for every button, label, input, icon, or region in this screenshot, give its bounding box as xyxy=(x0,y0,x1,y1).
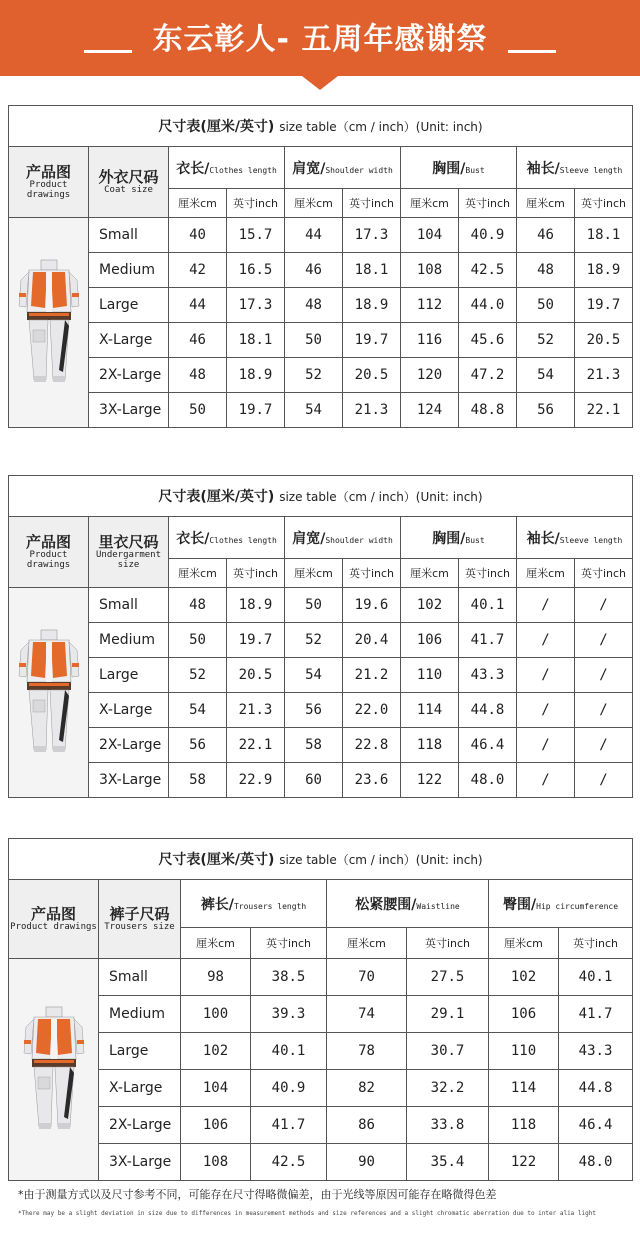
caption-cn: 尺寸表(厘米/英寸) xyxy=(158,489,275,505)
unit-cm: 厘米cm xyxy=(401,189,459,218)
table-row xyxy=(9,1144,633,1181)
table-row xyxy=(9,959,633,996)
measurement-value: / xyxy=(517,728,575,763)
col-product-en: Product drawings xyxy=(26,180,71,200)
measurement-value: 50 xyxy=(169,623,227,658)
measurement-value: 18.9 xyxy=(575,253,633,288)
size-label: Small xyxy=(89,218,169,253)
caption-en: size table（cm / inch）(Unit: inch) xyxy=(279,853,483,867)
measurement-value: 22.1 xyxy=(227,728,285,763)
measurement-value: 48.8 xyxy=(459,393,517,428)
size-label: 3X-Large xyxy=(99,1144,181,1181)
banner-divider-right xyxy=(508,50,556,53)
measurement-value: 21.3 xyxy=(227,693,285,728)
size-label: 3X-Large xyxy=(89,393,169,428)
unit-cm: 厘米cm xyxy=(169,559,227,588)
table-row xyxy=(9,253,633,288)
measurement-value: 82 xyxy=(327,1070,407,1107)
measurement-value: 40.1 xyxy=(459,588,517,623)
table-row xyxy=(9,323,633,358)
measurement-value: 124 xyxy=(401,393,459,428)
measurement-value: 78 xyxy=(327,1033,407,1070)
measurement-value: 41.7 xyxy=(459,623,517,658)
measurement-value: 58 xyxy=(169,763,227,798)
col-coat-size xyxy=(89,147,169,218)
measurement-value: 86 xyxy=(327,1107,407,1144)
measurement-value: 54 xyxy=(517,358,575,393)
measurement-value: 21.3 xyxy=(343,393,401,428)
col-product-cn: 产品图 xyxy=(30,905,76,923)
measurement-value: 104 xyxy=(181,1070,251,1107)
measurement-value: 33.8 xyxy=(407,1107,489,1144)
table-row xyxy=(9,763,633,798)
measurement-value: 19.7 xyxy=(575,288,633,323)
measurement-value: 27.5 xyxy=(407,959,489,996)
measurement-value: 43.3 xyxy=(559,1033,633,1070)
measurement-value: 44 xyxy=(169,288,227,323)
unit-inch: 英寸inch xyxy=(575,189,633,218)
table-row xyxy=(9,1033,633,1070)
measurement-value: 104 xyxy=(401,218,459,253)
measurement-value: 50 xyxy=(285,588,343,623)
measurement-value: 38.5 xyxy=(251,959,327,996)
measurement-value: 22.9 xyxy=(227,763,285,798)
measurement-value: 21.2 xyxy=(343,658,401,693)
group-header: 肩宽/Shoulder width xyxy=(285,147,401,189)
col-product-drawings xyxy=(9,517,89,588)
measurement-value: 46 xyxy=(285,253,343,288)
measurement-value: 106 xyxy=(489,996,559,1033)
group-header: 袖长/Sleeve length xyxy=(517,147,633,189)
unit-cm: 厘米cm xyxy=(327,928,407,959)
product-drawing xyxy=(9,218,89,428)
unit-inch: 英寸inch xyxy=(459,559,517,588)
unit-inch: 英寸inch xyxy=(251,928,327,959)
banner-title: 东云彰人- 五周年感谢祭 xyxy=(152,22,488,57)
col-product-cn: 产品图 xyxy=(25,533,71,551)
measurement-value: 18.1 xyxy=(343,253,401,288)
measurement-value: 35.4 xyxy=(407,1144,489,1181)
measurement-value: 116 xyxy=(401,323,459,358)
measurement-value: 41.7 xyxy=(251,1107,327,1144)
measurement-value: 50 xyxy=(169,393,227,428)
measurement-value: 46.4 xyxy=(459,728,517,763)
coat-size-table xyxy=(8,105,633,428)
measurement-value: 20.5 xyxy=(575,323,633,358)
measurement-value: 48 xyxy=(169,358,227,393)
measurement-value: 118 xyxy=(489,1107,559,1144)
measurement-value: 44.8 xyxy=(459,693,517,728)
measurement-value: 106 xyxy=(401,623,459,658)
title-banner xyxy=(0,0,640,76)
table-row xyxy=(9,728,633,763)
measurement-value: 23.6 xyxy=(343,763,401,798)
measurement-value: 44.0 xyxy=(459,288,517,323)
trousers-rows xyxy=(9,959,633,1181)
measurement-value: 54 xyxy=(169,693,227,728)
unit-cm: 厘米cm xyxy=(181,928,251,959)
measurement-value: 18.9 xyxy=(227,358,285,393)
col-product-drawings xyxy=(9,880,99,959)
trousers-table-caption xyxy=(9,839,633,880)
table-row xyxy=(9,623,633,658)
measurement-value: 43.3 xyxy=(459,658,517,693)
measurement-value: 114 xyxy=(401,693,459,728)
measurement-value: 56 xyxy=(285,693,343,728)
col-product-en: Product drawings xyxy=(10,922,97,932)
measurement-value: 74 xyxy=(327,996,407,1033)
measurement-value: 108 xyxy=(401,253,459,288)
size-label: Small xyxy=(89,588,169,623)
measurement-value: 48 xyxy=(169,588,227,623)
measurement-value: 40.1 xyxy=(559,959,633,996)
measurement-value: 40.1 xyxy=(251,1033,327,1070)
measurement-value: 52 xyxy=(169,658,227,693)
measurement-value: 19.6 xyxy=(343,588,401,623)
measurement-value: 54 xyxy=(285,658,343,693)
unit-cm: 厘米cm xyxy=(285,189,343,218)
caption-cn: 尺寸表(厘米/英寸) xyxy=(158,852,275,868)
measurement-value: 40 xyxy=(169,218,227,253)
measurement-value: 18.9 xyxy=(227,588,285,623)
col-size-cn: 外衣尺码 xyxy=(98,168,159,186)
table-row xyxy=(9,393,633,428)
size-label: 3X-Large xyxy=(89,763,169,798)
measurement-value: / xyxy=(517,763,575,798)
measurement-value: 18.9 xyxy=(343,288,401,323)
product-drawing xyxy=(9,959,99,1181)
measurement-value: / xyxy=(517,623,575,658)
col-size-en: Undergarment size xyxy=(95,550,162,570)
measurement-value: 56 xyxy=(517,393,575,428)
measurement-value: 29.1 xyxy=(407,996,489,1033)
measurement-value: 106 xyxy=(181,1107,251,1144)
size-label: 2X-Large xyxy=(89,728,169,763)
measurement-value: 22.1 xyxy=(575,393,633,428)
col-product-en: Product drawings xyxy=(26,550,71,570)
footer-note-en: *There may be a slight deviation in size due to differences in measurement methods and size references and a slight chromatic aberration due to inter alia light xyxy=(18,1210,596,1217)
unit-inch: 英寸inch xyxy=(575,559,633,588)
caption-en: size table（cm / inch）(Unit: inch) xyxy=(279,490,483,504)
measurement-value: 122 xyxy=(401,763,459,798)
group-header: 袖长/Sleeve length xyxy=(517,517,633,559)
coat-rows xyxy=(9,218,633,428)
col-size-en: Coat size xyxy=(104,185,153,195)
measurement-value: / xyxy=(575,763,633,798)
measurement-value: 19.7 xyxy=(227,393,285,428)
measurement-value: 118 xyxy=(401,728,459,763)
measurement-value: 60 xyxy=(285,763,343,798)
size-label: 2X-Large xyxy=(89,358,169,393)
measurement-value: 17.3 xyxy=(227,288,285,323)
table-row xyxy=(9,358,633,393)
measurement-value: 50 xyxy=(285,323,343,358)
undergarment-table-caption xyxy=(9,476,633,517)
measurement-value: 50 xyxy=(517,288,575,323)
measurement-value: 114 xyxy=(489,1070,559,1107)
footer-note-cn: *由于测量方式以及尺寸参考不同，可能存在尺寸得略微偏差，由于光线等原因可能存在略微得色差 xyxy=(18,1188,497,1201)
size-label: Large xyxy=(89,288,169,323)
unit-inch: 英寸inch xyxy=(343,559,401,588)
measurement-value: / xyxy=(517,658,575,693)
group-header: 胸围/Bust xyxy=(401,147,517,189)
measurement-value: 70 xyxy=(327,959,407,996)
measurement-value: 102 xyxy=(489,959,559,996)
measurement-value: 18.1 xyxy=(227,323,285,358)
group-header: 衣长/Clothes length xyxy=(169,147,285,189)
measurement-value: 22.8 xyxy=(343,728,401,763)
table-row xyxy=(9,1107,633,1144)
undergarment-size-table xyxy=(8,475,633,798)
measurement-value: 48 xyxy=(517,253,575,288)
group-header: 胸围/Bust xyxy=(401,517,517,559)
unit-cm: 厘米cm xyxy=(517,189,575,218)
col-undergarment-size xyxy=(89,517,169,588)
size-label: Large xyxy=(99,1033,181,1070)
measurement-value: 110 xyxy=(489,1033,559,1070)
measurement-value: 20.4 xyxy=(343,623,401,658)
measurement-value: 102 xyxy=(181,1033,251,1070)
unit-inch: 英寸inch xyxy=(343,189,401,218)
measurement-value: 58 xyxy=(285,728,343,763)
size-label: X-Large xyxy=(89,323,169,358)
measurement-value: 56 xyxy=(169,728,227,763)
measurement-value: 48 xyxy=(285,288,343,323)
measurement-value: 112 xyxy=(401,288,459,323)
measurement-value: 47.2 xyxy=(459,358,517,393)
group-header: 松紧腰围/Waistline xyxy=(327,880,489,928)
measurement-value: 16.5 xyxy=(227,253,285,288)
measurement-value: 48.0 xyxy=(559,1144,633,1181)
unit-inch: 英寸inch xyxy=(227,559,285,588)
table-row xyxy=(9,1070,633,1107)
caption-cn: 尺寸表(厘米/英寸) xyxy=(158,119,275,135)
measurement-value: 108 xyxy=(181,1144,251,1181)
measurement-value: 110 xyxy=(401,658,459,693)
unit-inch: 英寸inch xyxy=(227,189,285,218)
measurement-value: 44.8 xyxy=(559,1070,633,1107)
measurement-value: 20.5 xyxy=(227,658,285,693)
measurement-value: 102 xyxy=(401,588,459,623)
group-header: 裤长/Trousers length xyxy=(181,880,327,928)
measurement-value: / xyxy=(575,658,633,693)
measurement-value: 18.1 xyxy=(575,218,633,253)
size-label: X-Large xyxy=(89,693,169,728)
costume-drawing xyxy=(18,221,80,421)
measurement-value: 42 xyxy=(169,253,227,288)
col-size-en: Trousers size xyxy=(104,922,175,932)
measurement-value: 52 xyxy=(517,323,575,358)
measurement-value: / xyxy=(517,588,575,623)
measurement-value: 20.5 xyxy=(343,358,401,393)
size-label: Medium xyxy=(89,623,169,658)
group-header: 衣长/Clothes length xyxy=(169,517,285,559)
measurement-value: 46.4 xyxy=(559,1107,633,1144)
table-row xyxy=(9,996,633,1033)
measurement-value: / xyxy=(575,728,633,763)
table-row xyxy=(9,588,633,623)
table-row xyxy=(9,693,633,728)
trousers-size-table xyxy=(8,838,633,1181)
measurement-value: 46 xyxy=(517,218,575,253)
measurement-value: 40.9 xyxy=(251,1070,327,1107)
unit-cm: 厘米cm xyxy=(489,928,559,959)
unit-inch: 英寸inch xyxy=(407,928,489,959)
measurement-value: / xyxy=(575,623,633,658)
unit-cm: 厘米cm xyxy=(401,559,459,588)
measurement-value: 17.3 xyxy=(343,218,401,253)
measurement-value: 90 xyxy=(327,1144,407,1181)
col-trousers-size xyxy=(99,880,181,959)
size-label: 2X-Large xyxy=(99,1107,181,1144)
measurement-value: 21.3 xyxy=(575,358,633,393)
measurement-value: 100 xyxy=(181,996,251,1033)
measurement-value: / xyxy=(517,693,575,728)
banner-notch xyxy=(302,76,338,90)
unit-cm: 厘米cm xyxy=(285,559,343,588)
unit-inch: 英寸inch xyxy=(559,928,633,959)
group-header: 肩宽/Shoulder width xyxy=(285,517,401,559)
size-label: Medium xyxy=(99,996,181,1033)
measurement-value: 15.7 xyxy=(227,218,285,253)
size-label: X-Large xyxy=(99,1070,181,1107)
size-label: Small xyxy=(99,959,181,996)
measurement-value: 46 xyxy=(169,323,227,358)
col-size-cn: 里衣尺码 xyxy=(98,533,159,551)
caption-en: size table（cm / inch）(Unit: inch) xyxy=(279,120,483,134)
measurement-value: 44 xyxy=(285,218,343,253)
measurement-value: 22.0 xyxy=(343,693,401,728)
table-row xyxy=(9,288,633,323)
measurement-value: 45.6 xyxy=(459,323,517,358)
measurement-value: 42.5 xyxy=(459,253,517,288)
measurement-value: 54 xyxy=(285,393,343,428)
measurement-value: 41.7 xyxy=(559,996,633,1033)
measurement-value: / xyxy=(575,693,633,728)
size-label: Large xyxy=(89,658,169,693)
col-product-drawings xyxy=(9,147,89,218)
col-product-cn: 产品图 xyxy=(25,163,71,181)
measurement-value: 98 xyxy=(181,959,251,996)
measurement-value: 120 xyxy=(401,358,459,393)
unit-cm: 厘米cm xyxy=(169,189,227,218)
measurement-value: / xyxy=(575,588,633,623)
table-row xyxy=(9,658,633,693)
unit-inch: 英寸inch xyxy=(459,189,517,218)
measurement-value: 52 xyxy=(285,358,343,393)
measurement-value: 40.9 xyxy=(459,218,517,253)
costume-drawing xyxy=(23,963,85,1173)
measurement-value: 32.2 xyxy=(407,1070,489,1107)
size-label: Medium xyxy=(89,253,169,288)
group-header: 臀围/Hip circumference xyxy=(489,880,633,928)
undergarment-rows xyxy=(9,588,633,798)
table-row xyxy=(9,218,633,253)
measurement-value: 19.7 xyxy=(343,323,401,358)
unit-cm: 厘米cm xyxy=(517,559,575,588)
col-size-cn: 裤子尺码 xyxy=(109,905,170,923)
measurement-value: 39.3 xyxy=(251,996,327,1033)
measurement-value: 19.7 xyxy=(227,623,285,658)
measurement-value: 42.5 xyxy=(251,1144,327,1181)
coat-table-caption xyxy=(9,106,633,147)
product-drawing xyxy=(9,588,89,798)
measurement-value: 52 xyxy=(285,623,343,658)
costume-drawing xyxy=(18,591,80,791)
measurement-value: 30.7 xyxy=(407,1033,489,1070)
measurement-value: 48.0 xyxy=(459,763,517,798)
measurement-value: 122 xyxy=(489,1144,559,1181)
